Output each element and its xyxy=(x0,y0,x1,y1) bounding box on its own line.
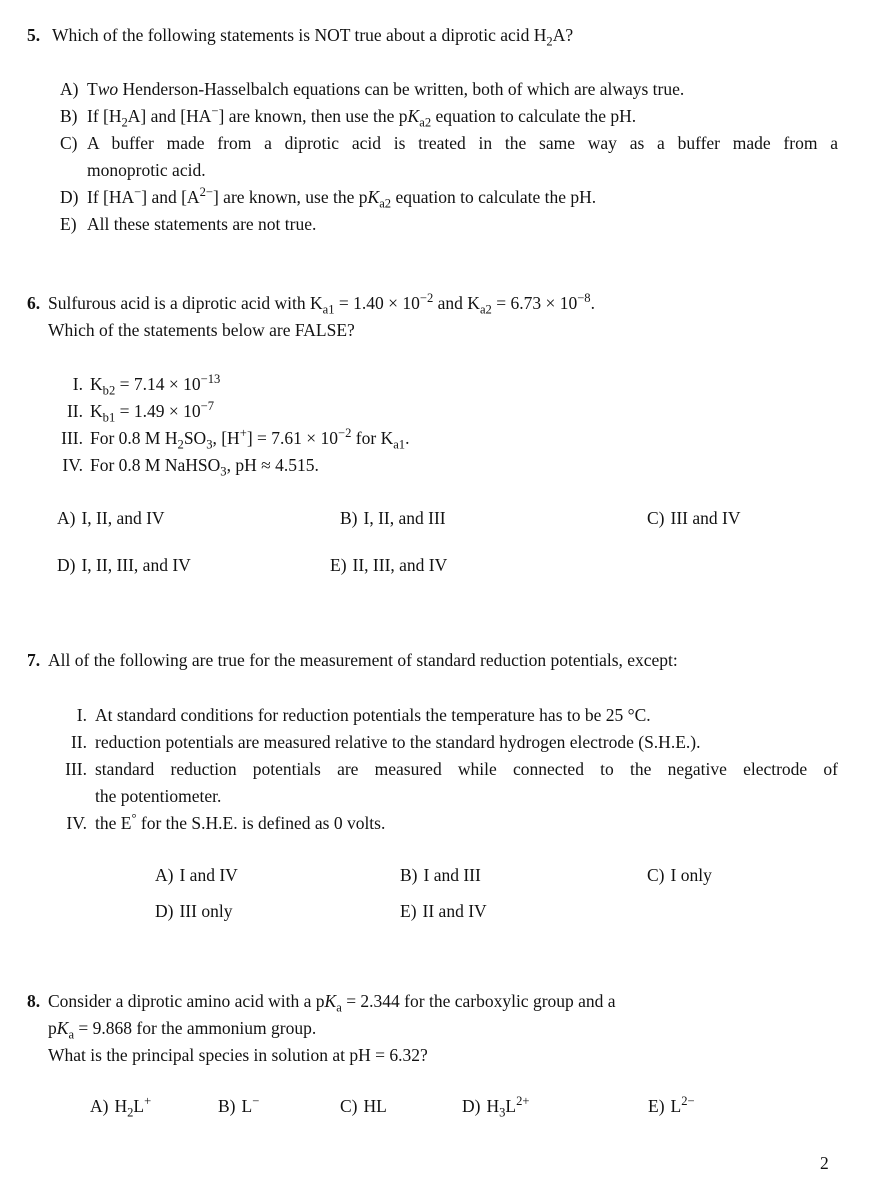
q5-option-a-label: A) xyxy=(60,79,79,99)
q6-answer-e-label: E) xyxy=(330,555,347,575)
q7-statement-2-text: reduction potentials are measured relative to the standard hydrogen electrode (S.H.E.). xyxy=(95,732,701,752)
q6-statement-2-text: $K_{b1} = 1.49 \times 10^{-7}$ xyxy=(90,399,215,425)
q7-answer-c-label: C) xyxy=(647,865,665,885)
q6-answer-a-text: I, II, and IV xyxy=(81,508,165,528)
q6-answer-c-text: III and IV xyxy=(670,508,741,528)
q6-answer-b-text: I, II, and III xyxy=(363,508,446,528)
q5-option-b xyxy=(60,103,838,130)
question-6-statements xyxy=(57,371,838,479)
q7-statement-3-text xyxy=(95,756,838,810)
q7-answer-c-text: I only xyxy=(670,865,712,885)
question-5-stem xyxy=(27,22,838,49)
q5-option-e-label: E) xyxy=(60,214,77,234)
q5-option-a xyxy=(60,76,838,103)
q8-answer-a-label: A) xyxy=(90,1096,109,1116)
question-7 xyxy=(27,647,838,925)
q7-answer-b xyxy=(400,862,481,889)
q7-statement-2 xyxy=(57,729,838,756)
q6-statement-2 xyxy=(57,398,838,425)
q6-statement-4-text: For 0.8 M NaHSO$_3$, pH ≈ 4.515. xyxy=(90,455,319,479)
q6-answer-e-text: II, III, and IV xyxy=(352,555,448,575)
q6-answer-c xyxy=(647,505,740,532)
q6-statement-1-numeral: I. xyxy=(72,374,83,394)
q5-option-c xyxy=(60,130,838,184)
q7-answer-b-label: B) xyxy=(400,865,418,885)
q6-statement-3-numeral: III. xyxy=(61,428,83,448)
page-number: 2 xyxy=(820,1153,829,1173)
q8-answer-a-text: $H_2L^+$ xyxy=(114,1094,152,1120)
q7-statement-1 xyxy=(57,702,838,729)
q7-answer-d xyxy=(155,898,232,925)
question-8-stem xyxy=(27,988,838,1069)
q7-answer-row-2 xyxy=(27,898,838,925)
q8-answer-b-text: L− xyxy=(241,1094,260,1116)
q7-statement-3-numeral: III. xyxy=(65,759,87,779)
q8-stem-line-2: $pK_a = 9.868$ for the ammonium group. xyxy=(48,1018,317,1042)
q6-answer-e xyxy=(330,552,447,579)
question-5-stem-text: Which of the following statements is NOT true about a diprotic acid $H_2A$? xyxy=(52,25,574,49)
q7-answer-a-label: A) xyxy=(155,865,174,885)
q7-statement-3-line-1: standard reduction potentials are measured while connected to the negative electrode of xyxy=(95,759,838,779)
q7-statement-4-text: the E° for the S.H.E. is defined as 0 volts. xyxy=(95,811,386,833)
q8-answer-d-text: $H_3L^{2+}$ xyxy=(486,1094,530,1120)
question-5-number: 5. xyxy=(27,25,41,45)
q5-option-b-label: B) xyxy=(60,106,78,126)
question-8 xyxy=(27,988,838,1120)
q7-answer-row-1 xyxy=(27,862,838,889)
q6-answer-row-2 xyxy=(27,552,838,579)
question-8-stem-text xyxy=(48,988,838,1069)
question-5-options xyxy=(60,76,838,238)
q5-option-e-text: All these statements are not true. xyxy=(87,214,317,234)
question-5 xyxy=(27,22,838,238)
q6-answer-d xyxy=(57,552,191,579)
q5-option-c-text xyxy=(87,130,838,184)
q7-statement-1-numeral: I. xyxy=(76,705,87,725)
q5-option-a-text: Two Henderson-Hasselbalch equations can be written, both of which are always true. xyxy=(87,79,685,99)
q6-statement-4 xyxy=(57,452,838,479)
q8-answer-c-label: C) xyxy=(340,1096,358,1116)
q6-answer-b-label: B) xyxy=(340,508,358,528)
q6-stem-line-1: Sulfurous acid is a diprotic acid with $K_{a1} = 1.40 \times 10^{-2}$ and $K_{a2} = 6.73 \times 10^{-8}$. xyxy=(48,291,595,317)
question-6-stem xyxy=(27,290,838,344)
question-7-number: 7. xyxy=(27,650,41,670)
question-6 xyxy=(27,290,838,579)
q6-statement-1-text: $K_{b2} = 7.14 \times 10^{-13}$ xyxy=(90,372,221,398)
q8-answer-row xyxy=(27,1093,838,1120)
q8-answer-e xyxy=(648,1093,695,1120)
question-7-stem xyxy=(27,647,838,674)
q5-option-b-text: If $[H_2A]$ and [HA−] are known, then use the $pK_{a2}$ equation to calculate the pH. xyxy=(87,104,637,130)
q7-statement-4-numeral: IV. xyxy=(66,813,87,833)
q5-option-d xyxy=(60,184,838,211)
q5-option-c-line-1: A buffer made from a diprotic acid is treated in the same way as a buffer made from a xyxy=(87,133,838,153)
q6-statement-3-text: For 0.8 M $H_2SO_3$, $[H^+] = 7.61 \times 10^{-2}$ for $K_{a1}$. xyxy=(90,426,410,452)
q6-statement-4-numeral: IV. xyxy=(62,455,83,475)
q6-answer-row-1 xyxy=(27,505,838,532)
q7-answer-e xyxy=(400,898,487,925)
q5-option-d-label: D) xyxy=(60,187,79,207)
q7-statement-1-text: At standard conditions for reduction potentials the temperature has to be 25 °C. xyxy=(95,705,651,725)
q7-statement-4 xyxy=(57,810,838,837)
q6-statement-3 xyxy=(57,425,838,452)
question-6-stem-text xyxy=(48,290,838,344)
q8-answer-a xyxy=(90,1093,151,1120)
question-7-stem-text: All of the following are true for the measurement of standard reduction potentials, except: xyxy=(48,650,678,670)
q7-answer-b-text: I and III xyxy=(423,865,481,885)
question-7-statements xyxy=(57,702,838,837)
q8-answer-d-label: D) xyxy=(462,1096,481,1116)
q7-answer-e-text: II and IV xyxy=(422,901,487,921)
q6-answer-a-label: A) xyxy=(57,508,76,528)
q8-answer-e-label: E) xyxy=(648,1096,665,1116)
q6-answer-a xyxy=(57,505,165,532)
q8-answer-d xyxy=(462,1093,530,1120)
q5-option-d-text: If [HA−] and $[A^{2-}]$ are known, use the $pK_{a2}$ equation to calculate the pH. xyxy=(87,185,597,211)
q6-statement-1 xyxy=(57,371,838,398)
q6-stem-line-2: Which of the statements below are FALSE? xyxy=(48,320,355,340)
q8-stem-line-1: Consider a diprotic amino acid with a $pK_a = 2.344$ for the carboxylic group and a xyxy=(48,991,616,1015)
q5-option-e xyxy=(60,211,838,238)
q5-option-c-line-2: monoprotic acid. xyxy=(87,160,206,180)
q6-answer-d-label: D) xyxy=(57,555,76,575)
q7-statement-3-line-2: the potentiometer. xyxy=(95,786,222,806)
q7-statement-3 xyxy=(57,756,838,810)
q8-answer-b xyxy=(218,1093,259,1120)
q6-answer-d-text: I, II, III, and IV xyxy=(81,555,191,575)
q8-stem-line-3: What is the principal species in solution at pH = 6.32? xyxy=(48,1045,428,1065)
q7-answer-c xyxy=(647,862,712,889)
q7-answer-d-text: III only xyxy=(179,901,233,921)
q6-answer-b xyxy=(340,505,446,532)
q7-statement-2-numeral: II. xyxy=(70,732,87,752)
q6-answer-c-label: C) xyxy=(647,508,665,528)
q7-answer-e-label: E) xyxy=(400,901,417,921)
q7-answer-a-text: I and IV xyxy=(179,865,238,885)
q8-answer-c xyxy=(340,1093,387,1120)
q8-answer-e-text: $L^{2-}$ xyxy=(670,1094,695,1116)
q7-answer-a xyxy=(155,862,238,889)
q6-statement-2-numeral: II. xyxy=(66,401,83,421)
question-6-number: 6. xyxy=(27,293,41,313)
q7-answer-d-label: D) xyxy=(155,901,174,921)
q8-answer-c-text: HL xyxy=(363,1096,387,1116)
question-8-number: 8. xyxy=(27,991,41,1011)
q8-answer-b-label: B) xyxy=(218,1096,236,1116)
q5-option-c-label: C) xyxy=(60,133,78,153)
